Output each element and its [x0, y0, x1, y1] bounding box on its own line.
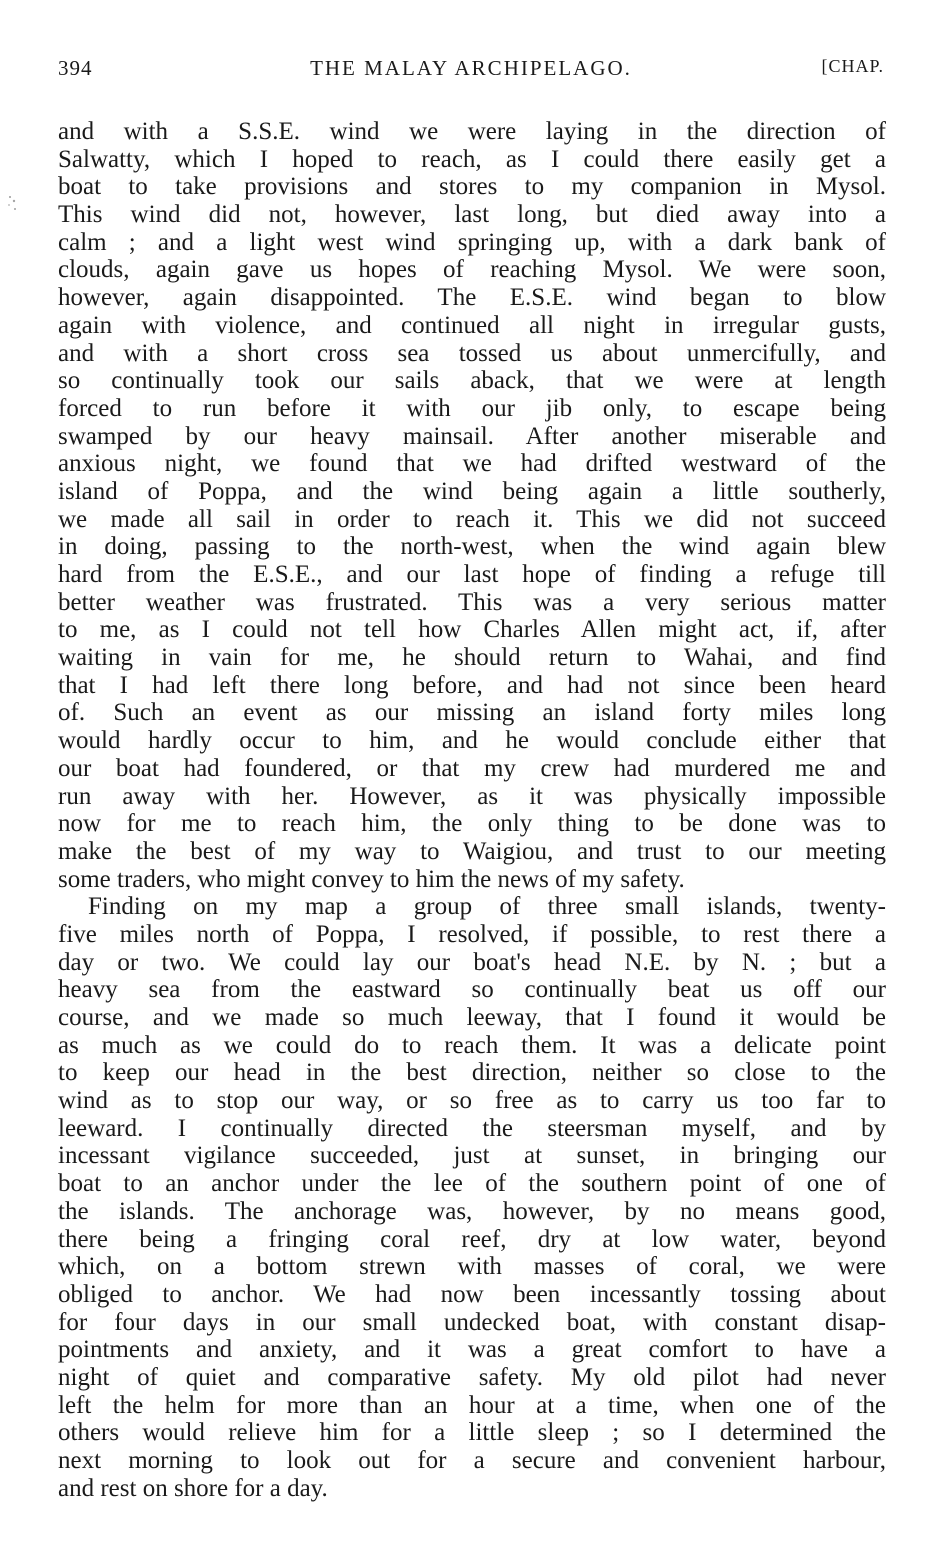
text-line: and rest on shore for a day.: [58, 1474, 328, 1502]
text-line: run away with her. However, as it was physically impossible: [58, 782, 886, 810]
text-line: wind as to stop our way, or so free as to carry us too far to: [58, 1087, 886, 1115]
text-line: five miles north of Poppa, I resolved, if possible, to rest there a: [58, 920, 886, 948]
text-line: others would relieve him for a little sleep ; so I determined the: [58, 1419, 886, 1447]
text-line: forced to run before it with our jib only, to escape being: [58, 394, 886, 422]
text-line: obliged to anchor. We had now been incessantly tossing about: [58, 1280, 886, 1308]
text-line: which, on a bottom strewn with masses of coral, we were: [58, 1253, 886, 1281]
text-line: incessant vigilance succeeded, just at sunset, in bringing our: [58, 1142, 886, 1170]
text-line: we made all sail in order to reach it. This we did not succeed: [58, 505, 886, 533]
text-line: heavy sea from the eastward so continually beat us off our: [58, 976, 886, 1004]
text-line: leeward. I continually directed the steersman myself, and by: [58, 1114, 886, 1142]
chapter-mark: [CHAP.: [821, 56, 884, 76]
text-line: in doing, passing to the north-west, when the wind again blew: [58, 533, 886, 561]
text-line: anxious night, we found that we had drifted westward of the: [58, 450, 886, 478]
text-line: that I had left there long before, and had not since been heard: [58, 671, 886, 699]
text-line: the islands. The anchorage was, however, by no means good,: [58, 1197, 886, 1225]
text-line: as much as we could do to reach them. It was a delicate point: [58, 1031, 886, 1059]
text-line: hard from the E.S.E., and our last hope of finding a refuge till: [58, 561, 886, 588]
text-line: boat to take provisions and stores to my companion in Mysol.: [58, 173, 886, 201]
body-text: [58, 118, 886, 1502]
text-line: next morning to look out for a secure and convenient harbour,: [58, 1447, 886, 1474]
text-line: island of Poppa, and the wind being again a little southerly,: [58, 477, 886, 505]
book-title: THE MALAY ARCHIPELAGO.: [310, 56, 632, 80]
text-line: some traders, who might convey to him the news of my safety.: [58, 865, 685, 893]
text-line: our boat had foundered, or that my crew had murdered me and: [58, 754, 886, 782]
page-number: 394: [58, 56, 93, 80]
text-line: boat to an anchor under the lee of the southern point of one of: [58, 1170, 886, 1198]
text-line: of. Such an event as our missing an island forty miles long: [58, 699, 886, 727]
text-line: would hardly occur to him, and he would conclude either that: [58, 727, 886, 755]
text-line: to keep our head in the best direction, neither so close to the: [58, 1059, 886, 1087]
print-speck-marks: [4, 194, 20, 214]
text-line: Salwatty, which I hoped to reach, as I could there easily get a: [58, 145, 886, 173]
text-line: calm ; and a light west wind springing up, with a dark bank of: [58, 228, 886, 256]
text-line: again with violence, and continued all night in irregular gusts,: [58, 311, 886, 339]
running-head: [58, 56, 884, 90]
text-line: clouds, again gave us hopes of reaching Mysol. We were soon,: [58, 256, 886, 284]
text-line: and with a S.S.E. wind we were laying in the direction of: [58, 118, 886, 145]
text-line: make the best of my way to Waigiou, and trust to our meeting: [58, 837, 886, 865]
text-line: course, and we made so much leeway, that I found it would be: [58, 1004, 886, 1031]
text-line: night of quiet and comparative safety. My old pilot had never: [58, 1363, 886, 1391]
text-line: day or two. We could lay our boat's head N.E. by N. ; but a: [58, 948, 886, 976]
text-line: pointments and anxiety, and it was a great comfort to have a: [58, 1336, 886, 1364]
text-line: and with a short cross sea tossed us about unmercifully, and: [58, 339, 886, 367]
text-line: so continually took our sails aback, that we were at length: [58, 367, 886, 395]
text-line: there being a fringing coral reef, dry at low water, beyond: [58, 1225, 886, 1253]
text-line: left the helm for more than an hour at a time, when one of the: [58, 1391, 886, 1419]
text-line: swamped by our heavy mainsail. After another miserable and: [58, 422, 886, 450]
text-line: Finding on my map a group of three small islands, twenty-: [88, 893, 886, 921]
text-line: however, again disappointed. The E.S.E. wind began to blow: [58, 284, 886, 312]
text-line: waiting in vain for me, he should return to Wahai, and find: [58, 644, 886, 672]
text-line: to me, as I could not tell how Charles Allen might act, if, after: [58, 616, 886, 644]
text-line: This wind did not, however, last long, but died away into a: [58, 201, 886, 229]
text-line: now for me to reach him, the only thing to be done was to: [58, 810, 886, 838]
text-line: better weather was frustrated. This was a very serious matter: [58, 588, 886, 616]
paragraph: [58, 893, 886, 1502]
text-line: for four days in our small undecked boat, with constant disap-: [58, 1308, 886, 1336]
paragraph: [58, 118, 886, 893]
